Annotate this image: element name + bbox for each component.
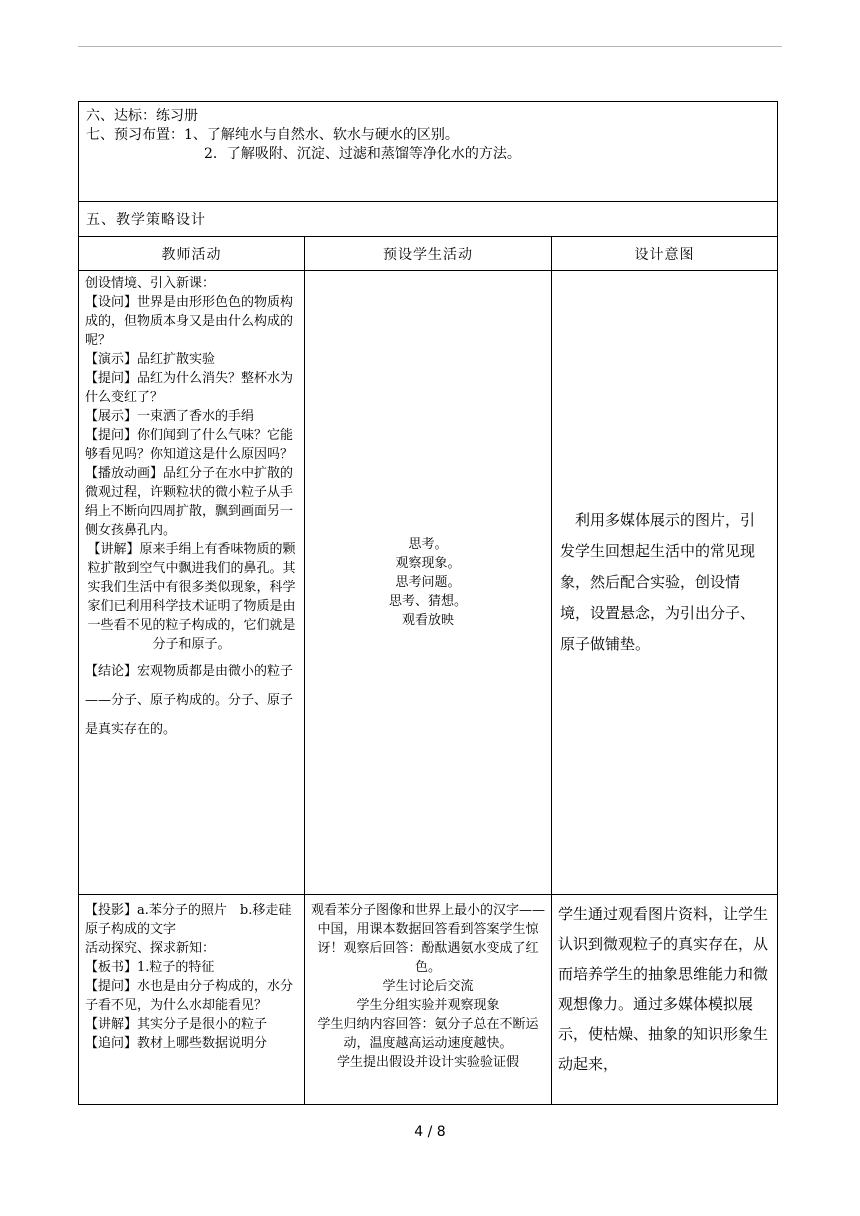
teacher-conclusion: 【结论】宏观物质都是由微小的粒子——分子、原子构成的。分子、原子是真实存在的。 [85,664,294,737]
teacher-line: 【演示】品红扩散实验 [85,352,216,367]
teacher-line: 【展示】一束洒了香水的手绢 [85,409,255,424]
section-title: 五、教学策略设计 [79,202,778,237]
intent-text: 学生通过观看图片资料，让学生认识到微观粒子的真实存在，从而培养学生的抽象思维能力和微观想像力。通过多媒体模拟展示，使枯燥、抽象的知识形象生动起来， [558,905,769,1073]
teacher-line: 创设情境、引入新课： [85,276,216,291]
column-header-teacher: 教师活动 [79,237,305,271]
teacher-line: 活动探究、探求新知： [85,941,216,956]
design-intent-cell [552,271,778,895]
teacher-line: 【板书】1.粒子的特征 [85,960,215,975]
student-line: 学生讨论后交流 [382,979,474,994]
teacher-line: 【追问】教材上哪些数据说明分 [85,1036,268,1051]
design-intent-cell [552,895,778,1105]
teacher-line: 【设问】世界是由形形色色的物质构成的，但物质本身又是由什么构成的呢？ [85,295,294,348]
student-line: 观看苯分子图像和世界上最小的汉字——中国，用课本数据回答看到答案学生惊讶！观察后回答：酚酞遇氨水变成了红色。 [310,903,545,975]
teacher-line: 【讲解】其实分子是很小的粒子 [85,1017,268,1032]
column-header-intent: 设计意图 [552,237,778,271]
preview-line-1: 七、预习布置：1、了解纯水与自然水、软水与硬水的区别。 [86,127,459,143]
student-line: 思考问题。 [395,575,461,590]
student-line: 思考。 [408,537,448,552]
teacher-line: 【讲解】原来手绢上有香味物质的颗粒扩散到空气中飘进我们的鼻孔。其实我们生活中有很多类似现象，科学家们已利用科学技术证明了物质是由一些看不见的粒子构成的，它们就是分子和原子。 [87,542,296,652]
student-activity-cell [305,895,552,1105]
teacher-line: 【提问】你们闻到了什么气味？它能够看见吗？你知道这是什么原因吗？【播放动画】品红分子在水中扩散的微观过程，许颗粒状的微小粒子从手绢上不断向四周扩散，飘到画面另一侧女孩鼻孔内。 [85,428,294,538]
student-line: 思考、猜想。 [388,594,467,609]
student-line: 学生提出假设并设计实验验证假 [336,1055,519,1070]
student-line: 学生分组实验并观察现象 [356,998,500,1013]
lesson-plan-table [78,101,777,1105]
teacher-activity-cell [79,895,305,1105]
column-header-student: 预设学生活动 [305,237,552,271]
teacher-line: 【提问】水也是由分子构成的，水分子看不见，为什么水却能看见？ [85,979,294,1013]
teacher-line: 【提问】品红为什么消失？整杯水为什么变红了？ [85,371,294,405]
teacher-activity-cell [79,271,305,895]
student-activity-cell [305,271,552,895]
page-number: 4 / 8 [414,1124,446,1140]
student-line: 学生归纳内容回答：氨分子总在不断运动，温度越高运动速度越快。 [317,1017,539,1051]
intent-text: 利用多媒体展示的图片，引发学生回想起生活中的常见现象，然后配合实验，创设情境，设置悬念，为引出分子、原子做铺垫。 [560,511,756,653]
student-line: 观看放映 [401,613,454,628]
assignment-cell [79,102,778,202]
teacher-line: 【投影】a.苯分子的照片 b.移走硅原子构成的文字 [85,903,292,937]
practice-line: 六、达标：练习册 [86,108,198,124]
header-rule [78,46,782,47]
student-line: 观察现象。 [395,556,461,571]
preview-line-2: 2．了解吸附、沉淀、过滤和蒸馏等净化水的方法。 [204,146,521,162]
